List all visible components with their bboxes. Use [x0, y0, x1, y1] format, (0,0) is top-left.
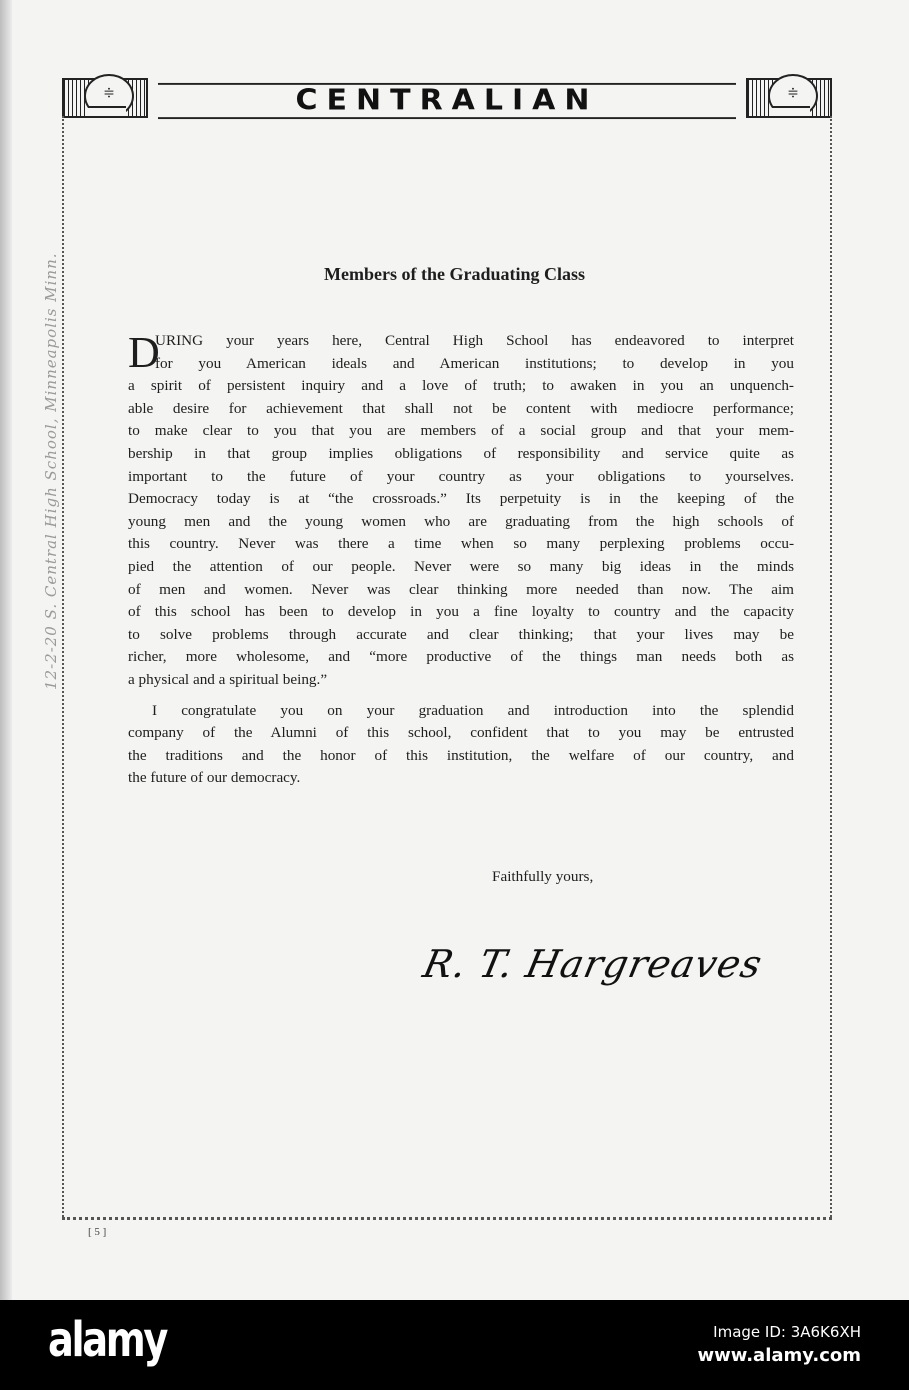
text-line: able desire for achievement that shall not be content with mediocre performance;: [128, 399, 794, 417]
paragraph-1: [128, 330, 794, 692]
paragraph-2: [128, 700, 794, 790]
image-id: Image ID: 3A6K6XH: [713, 1323, 861, 1341]
handwritten-margin-note: 12-2-20 S. Central High School, Minneapolis Minn.: [42, 252, 60, 690]
text-line: Democracy today is at “the crossroads.” Its perpetuity is in the keeping of the: [128, 490, 794, 508]
book-spine-shadow: [0, 0, 12, 1300]
alamy-logo: alamy: [48, 1312, 167, 1368]
face-icon: ≑: [84, 74, 134, 118]
text-line: richer, more wholesome, and “more productive of the things man needs both as: [128, 648, 794, 666]
text-line: to solve problems through accurate and clear thinking; that your lives may be: [128, 625, 794, 643]
text-line: the traditions and the honor of this institution, the welfare of our country, and: [128, 746, 794, 764]
left-ornament-icon: [62, 78, 148, 118]
text-line: pied the attention of our people. Never were so many big ideas in the minds: [128, 557, 794, 575]
page-title: Members of the Graduating Class: [324, 264, 585, 284]
text-line: a physical and a spiritual being.”: [128, 670, 328, 688]
right-ornament-icon: [746, 78, 832, 118]
face-icon: ≑: [768, 74, 818, 118]
text-line: company of the Alumni of this school, confident that to you may be entrusted: [128, 724, 794, 742]
image-info: [697, 1320, 861, 1368]
masthead-title: CENTRALIAN: [158, 83, 736, 119]
text-line: I congratulate you on your graduation and introduction into the splendid: [152, 701, 794, 719]
masthead: [62, 72, 833, 122]
drop-cap: D: [128, 328, 160, 377]
text-line: the future of our democracy.: [128, 769, 301, 787]
text-line: of this school has been to develop in you a fine loyalty to country and the capacity: [128, 603, 794, 621]
watermark-url: www.alamy.com: [697, 1345, 861, 1366]
text-line: this country. Never was there a time when so many perplexing problems occu-: [128, 535, 794, 553]
text-line: young men and the young women who are graduating from the high schools of: [128, 512, 794, 530]
text-line: URING your years here, Central High School has endeavored to interpret: [155, 332, 794, 349]
text-line: of men and women. Never was clear thinking more needed than now. The aim: [128, 580, 794, 598]
text-line: to make clear to you that you are members of a social group and that your mem-: [128, 422, 794, 440]
text-line: for you American ideals and American institutions; to develop in you: [155, 354, 794, 372]
signature: R. T. Hargreaves: [419, 942, 767, 986]
letter-body: [128, 330, 794, 790]
text-line: important to the future of your country as your obligations to yourselves.: [128, 467, 794, 485]
text-line: bership in that group implies obligations of responsibility and service quite as: [128, 444, 794, 462]
closing: Faithfully yours,: [492, 868, 594, 885]
page-number: [ 5 ]: [88, 1226, 107, 1238]
text-line: a spirit of persistent inquiry and a love of truth; to awaken in you an unquench-: [128, 377, 794, 395]
watermark-bar: [0, 1300, 909, 1390]
